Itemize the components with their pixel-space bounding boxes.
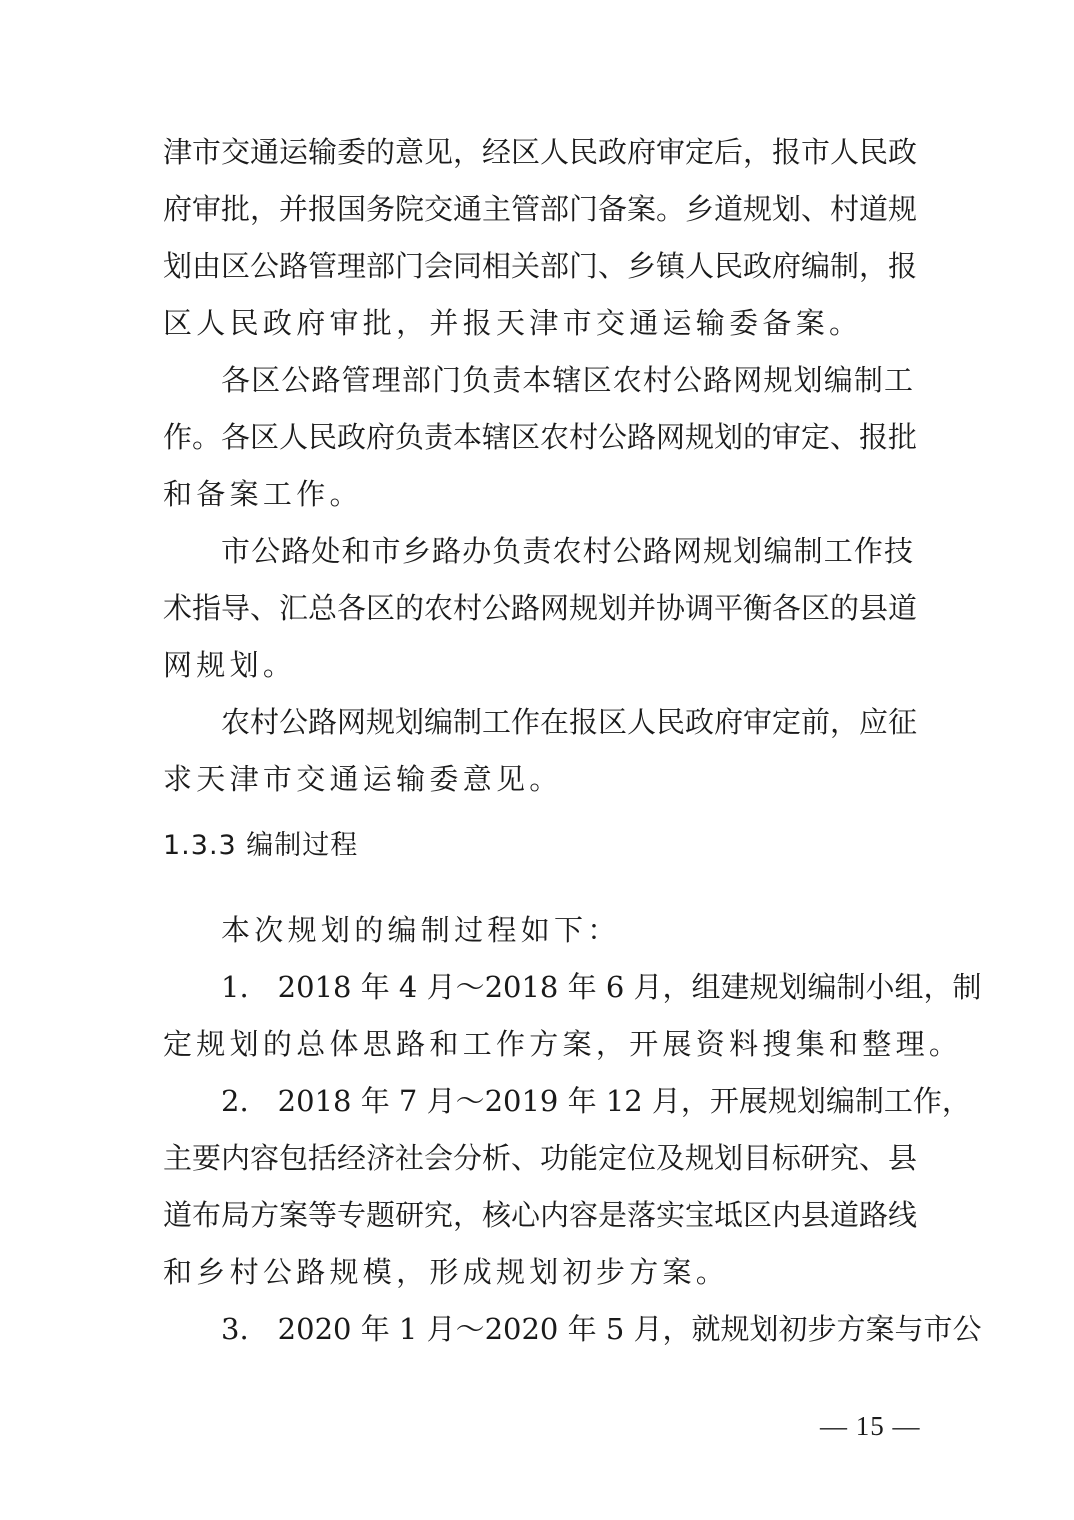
body-text-line: 津市交通运输委的意见，经区人民政府审定后，报市人民政 [163,135,918,169]
process-step-line: 2. 2018 年 7 月～2019 年 12 月，开展规划编制工作， [221,1084,971,1118]
process-step-line: 定规划的总体思路和工作方案，开展资料搜集和整理。 [163,1027,963,1061]
body-text-line: 划由区公路管理部门会同相关部门、乡镇人民政府编制，报 [163,249,918,283]
body-text-line: 术指导、汇总各区的农村公路网规划并协调平衡各区的县道 [163,591,918,625]
body-text-line: 府审批，并报国务院交通主管部门备案。乡道规划、村道规 [163,192,918,226]
process-step-line: 道布局方案等专题研究，核心内容是落实宝坻区内县道路线 [163,1198,918,1232]
body-text-line: 各区公路管理部门负责本辖区农村公路网规划编制工 [221,363,913,397]
body-text-line: 求天津市交通运输委意见。 [163,762,563,796]
page-number: — 15 — [820,1411,921,1441]
body-text-line: 网规划。 [163,648,297,682]
body-text-line: 作。各区人民政府负责本辖区农村公路网规划的审定、报批 [163,420,918,454]
process-intro: 本次规划的编制过程如下： [221,913,621,947]
process-step-line: 3. 2020 年 1 月～2020 年 5 月，就规划初步方案与市公 [221,1312,982,1346]
body-text-line: 市公路处和市乡路办负责农村公路网规划编制工作技 [221,534,913,568]
body-text-line: 农村公路网规划编制工作在报区人民政府审定前，应征 [221,705,918,739]
process-step-line: 主要内容包括经济社会分析、功能定位及规划目标研究、县 [163,1141,918,1175]
process-step-line: 和乡村公路规模，形成规划初步方案。 [163,1255,730,1289]
body-text-line: 和备案工作。 [163,477,363,511]
body-text-line: 区人民政府审批，并报天津市交通运输委备案。 [163,306,863,340]
process-step-line: 1. 2018 年 4 月～2018 年 6 月，组建规划编制小组，制 [221,970,982,1004]
section-heading: 1.3.3 编制过程 [163,830,359,861]
